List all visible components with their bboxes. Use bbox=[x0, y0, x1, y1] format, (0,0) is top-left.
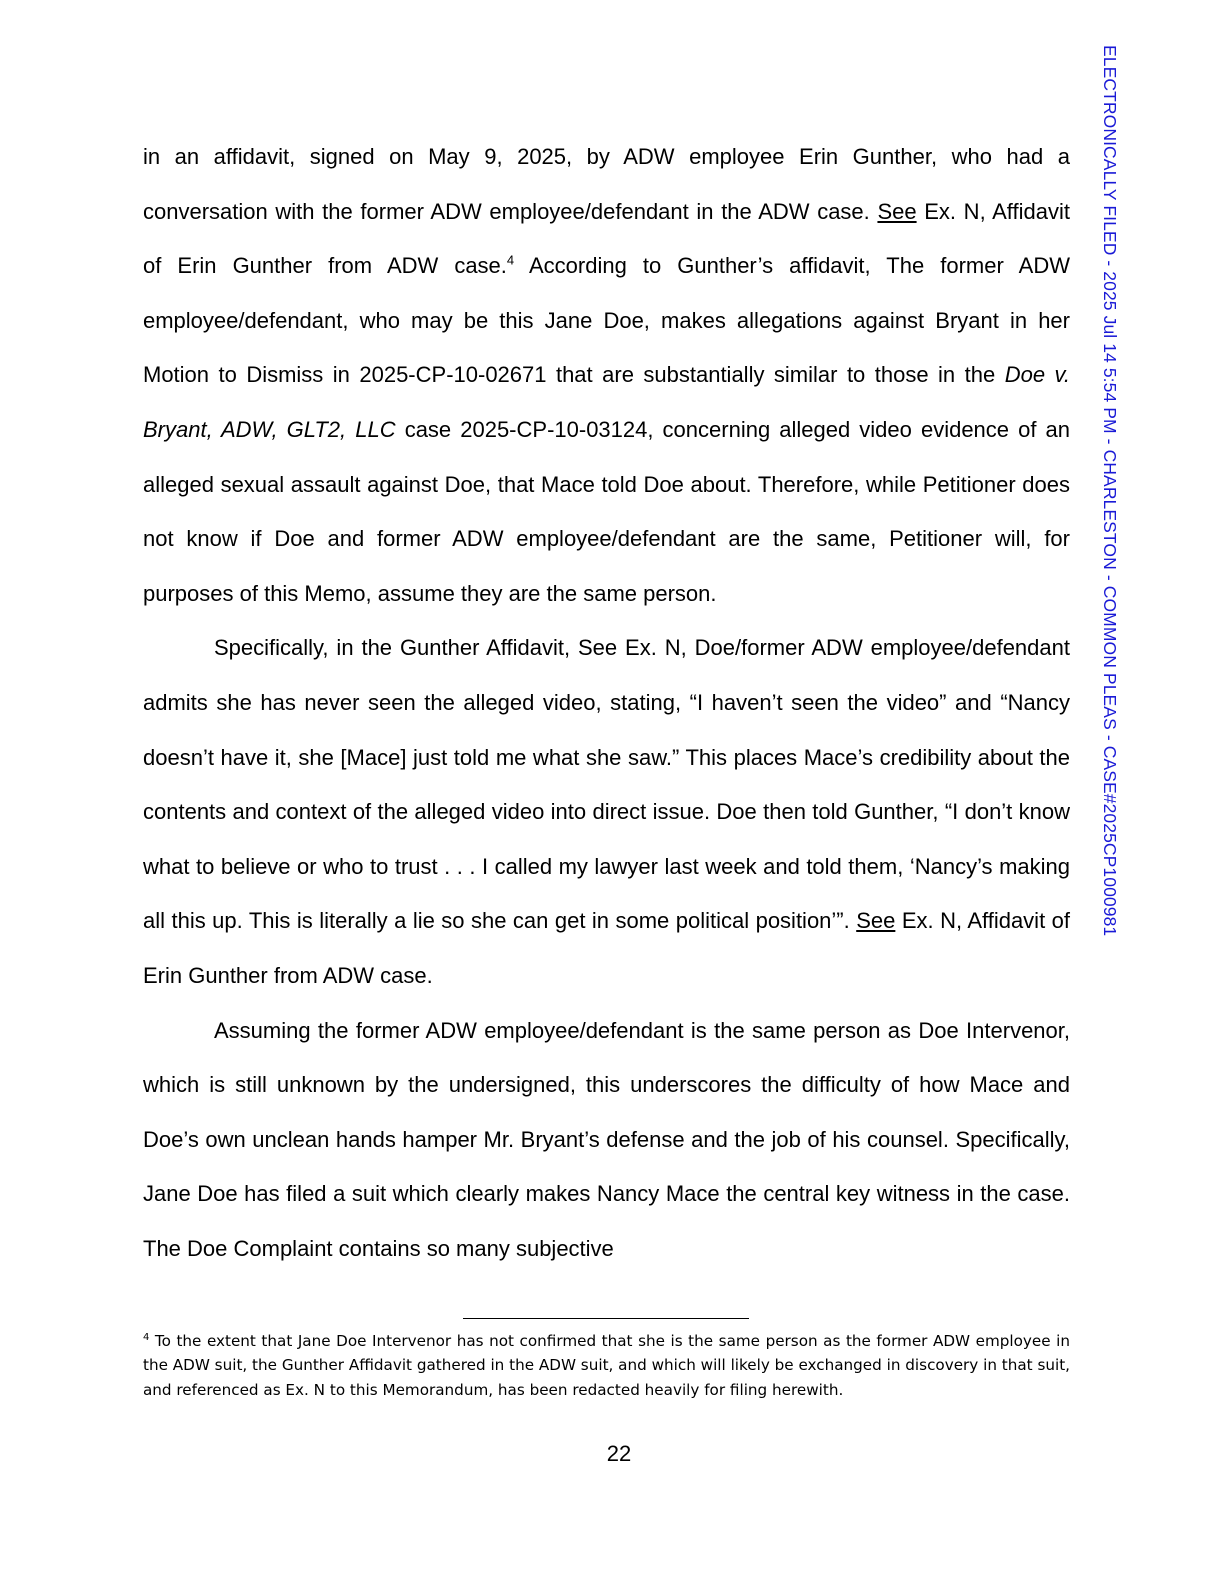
case-name: Doe v. Bryant, ADW, GLT2, LLC bbox=[143, 362, 1071, 442]
paragraph-text: Assuming the former ADW employee/defendant is the same person as Doe Intervenor, which is still unknown by the undersigned, this underscores the difficulty of how Mace and Doe’s own unclean hands hamper Mr. Bryant’s defense and the job of his counsel. Specifically, Jane Doe has filed a suit which clearly makes Nancy Mace the central key witness in the case. The Doe Complaint contains so many subjective bbox=[143, 1017, 1070, 1261]
paragraph-text: According to Gunther’s affidavit, The former ADW employee/defendant, who may be this Jane Doe, makes allegations against Bryant in her Motion to Dismiss in 2025-CP-10-02671 that are substantially similar to those in the bbox=[143, 253, 1070, 388]
page-number: 22 bbox=[606, 1441, 632, 1466]
footnote bbox=[143, 1329, 1070, 1402]
paragraph-continuation bbox=[143, 130, 1070, 621]
paragraph-text: Specifically, in the Gunther Affidavit, See Ex. N, Doe/former ADW employee/defendant admits she has never seen the alleged video, stating, “I haven’t seen the video” and “Nancy doesn’t have it, she [Mace] just told me what she saw.” This places Mace’s credibility about the contents and context of the alleged video into direct issue. Doe then told Gunther, “I don’t know what to believe or who to trust . . . I called my lawyer last week and told them, ‘Nancy’s making all this up. This is literally a lie so she can get in some political position’”. bbox=[143, 635, 1070, 934]
footnote-marker: 4 bbox=[143, 1331, 150, 1343]
paragraph-text: Ex. N, Affidavit of Erin Gunther from ADW case. bbox=[143, 198, 1070, 279]
see-signal: See bbox=[877, 198, 917, 224]
document-body bbox=[143, 130, 1070, 1276]
footnote-reference: 4 bbox=[506, 252, 515, 268]
paragraph-assuming bbox=[143, 1004, 1070, 1277]
paragraph-text: Ex. N, Affidavit of Erin Gunther from ADW case. bbox=[143, 908, 1070, 988]
footnote-text: To the extent that Jane Doe Intervenor has not confirmed that she is the same person as the former ADW employee in the ADW suit, the Gunther Affidavit gathered in the ADW suit, and which will likely be exchanged in discovery in that suit, and referenced as Ex. N to this Memorandum, has been redacted heavily for filing herewith. bbox=[143, 1332, 1070, 1399]
footnote-separator bbox=[463, 1318, 749, 1319]
paragraph-gunther-affidavit bbox=[143, 621, 1070, 1003]
paragraph-text: in an affidavit, signed on May 9, 2025, by ADW employee Erin Gunther, who had a conversation with the former ADW employee/defendant in the ADW case. bbox=[143, 144, 1070, 224]
see-signal: See bbox=[856, 908, 896, 934]
paragraph-text: case 2025-CP-10-03124, concerning alleged video evidence of an alleged sexual assault against Doe, that Mace told Doe about. Therefore, while Petitioner does not know if Doe and former ADW employee/defendant are the same, Petitioner will, for purposes of this Memo, assume they are the same person. bbox=[143, 416, 1071, 606]
electronic-filing-stamp: ELECTRONICALLY FILED - 2025 Jul 14 5:54 PM - CHARLESTON - COMMON PLEAS - CASE#2025CP1000981 bbox=[1100, 45, 1120, 937]
